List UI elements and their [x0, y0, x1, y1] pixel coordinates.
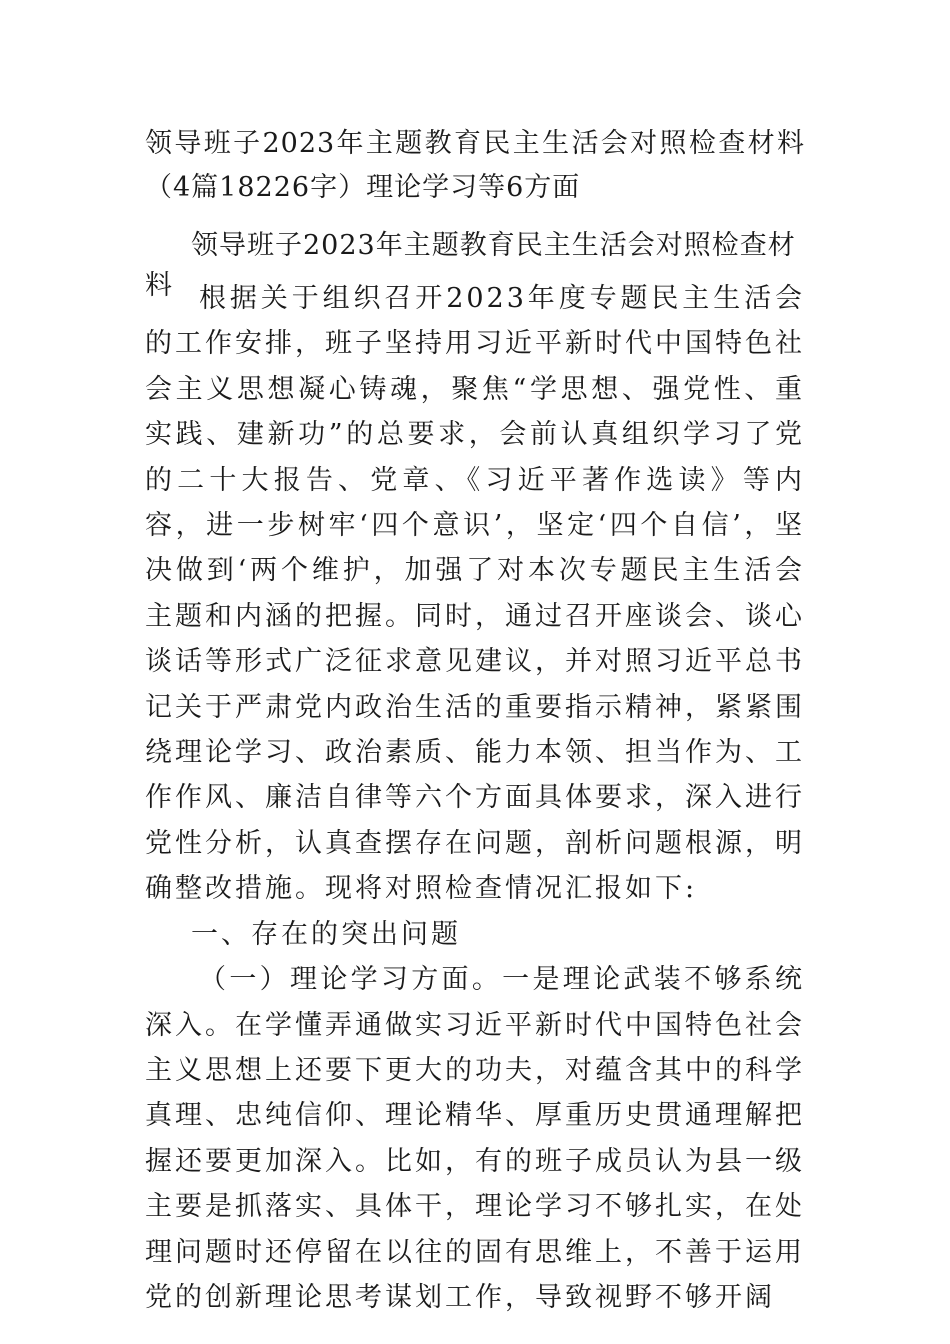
section-heading: 一、存在的突出问题: [191, 918, 461, 950]
document-subtitle: 领导班子2023年主题教育民主生活会对照检查材料: [145, 230, 796, 301]
intro-paragraph: 根据关于组织召开2023年度专题民主生活会的工作安排，班子坚持用习近平新时代中国特色社会主义思想凝心铸魂，聚焦“学思想、强党性、重实践、建新功”的总要求，会前认真组织学习了党的二十大报告、党章、《习近平著作选读》等内容，进一步树牢‘四个意识’，坚定‘四个自信’，坚决做到‘两个维护，加强了对本次专题民主生活会主题和内涵的把握。同时，通过召开座谈会、谈心谈话等形式广泛征求意见建议，并对照习近平总书记关于严肃党内政治生活的重要指示精神，紧紧围绕理论学习、政治素质、能力本领、担当作为、工作作风、廉洁自律等六个方面具体要求，深入进行党性分析，认真查摆存在问题，剖析问题根源，明确整改措施。现将对照检查情况汇报如下:: [145, 283, 805, 905]
document-title: 领导班子2023年主题教育民主生活会对照检查材料（4篇18226字）理论学习等6方面: [145, 128, 805, 203]
document-body: [145, 276, 805, 1320]
theory-study-paragraph: （一）理论学习方面。一是理论武装不够系统深入。在学懂弄通做实习近平新时代中国特色社会主义思想上还要下更大的功夫，对蕴含其中的科学真理、忠纯信仰、理论精华、厚重历史贯通理解把握还要更加深入。比如，有的班子成员认为县一级主要是抓落实、具体干，理论学习不够扎实，在处理问题时还停留在以往的固有思维上，不善于运用党的创新理论思考谋划工作，导致视野不够开阔: [145, 964, 805, 1313]
